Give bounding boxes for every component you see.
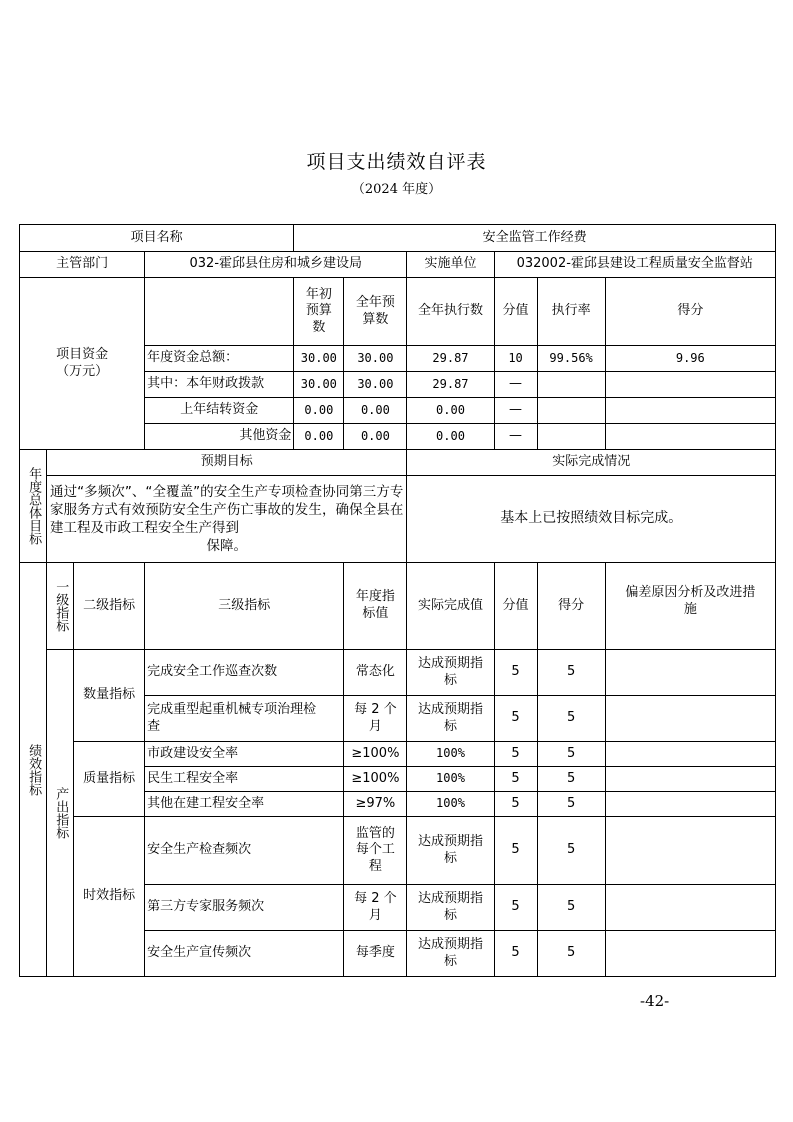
indicator-analysis (605, 650, 775, 696)
department-label: 主管部门 (20, 252, 145, 278)
indicator-score: 5 (537, 696, 605, 742)
funds-score (605, 424, 775, 450)
indicator-score-value: 5 (494, 650, 537, 696)
funds-col-executed: 全年执行数 (407, 278, 494, 346)
project-name-row (20, 225, 776, 252)
indicator-name: 民生工程安全率 (145, 767, 344, 792)
indicator-analysis (605, 792, 775, 817)
deviation-analysis-header: 偏差原因分析及改进措 施 (605, 563, 775, 650)
level1-output-label (47, 650, 74, 977)
funds-row-label: 上年结转资金 (145, 398, 294, 424)
funds-rate (537, 398, 605, 424)
funds-rate (537, 424, 605, 450)
funds-score (605, 398, 775, 424)
target-header: 年度指 标值 (344, 563, 407, 650)
indicator-name: 完成重型起重机械专项治理检 查 (145, 696, 344, 742)
score-header: 得分 (537, 563, 605, 650)
funds-initial: 0.00 (294, 424, 344, 450)
indicator-name: 完成安全工作巡查次数 (145, 650, 344, 696)
actual-completion-header: 实际完成情况 (407, 450, 776, 476)
funds-score-value: — (494, 424, 537, 450)
score-value-header: 分值 (494, 563, 537, 650)
funds-annual: 0.00 (344, 398, 407, 424)
funds-col-rate: 执行率 (537, 278, 605, 346)
level1-header (47, 563, 74, 650)
funds-header-row (20, 278, 776, 346)
funds-label: 项目资金 （万元） (20, 278, 145, 450)
indicator-actual: 达成预期指 标 (407, 817, 494, 885)
performance-indicators-side-text: 绩效指标 (26, 743, 42, 796)
page-title: 项目支出绩效自评表 (306, 151, 487, 173)
funds-row-label: 其他资金 (145, 424, 294, 450)
expected-goal-end: 保障。 (206, 538, 247, 555)
project-name-label: 项目名称 (20, 225, 294, 252)
funds-col-score: 得分 (605, 278, 775, 346)
level2-quality: 质量指标 (74, 742, 145, 817)
funds-executed: 29.87 (407, 346, 494, 372)
performance-indicators-side-label (20, 563, 47, 977)
evaluation-table (19, 224, 776, 977)
expected-goal-body: 通过“多频次”、“全覆盖”的安全生产专项检查协同第三方专家服务方式有效预防安全生产伤亡事故的发生，确保全县在建工程及市政工程安全生产得到 (50, 483, 404, 536)
department-row (20, 252, 776, 278)
indicator-score-value: 5 (494, 767, 537, 792)
indicator-target: 每 2 个 月 (344, 696, 407, 742)
funds-executed: 0.00 (407, 424, 494, 450)
indicator-score: 5 (537, 650, 605, 696)
funds-col-annual-budget: 全年预 算数 (344, 278, 407, 346)
indicator-analysis (605, 931, 775, 977)
actual-completion-text: 基本上已按照绩效目标完成。 (407, 476, 776, 563)
level3-header: 三级指标 (145, 563, 344, 650)
indicator-name: 安全生产检查频次 (145, 817, 344, 885)
indicator-row (20, 817, 776, 885)
indicator-analysis (605, 742, 775, 767)
funds-executed: 0.00 (407, 398, 494, 424)
annual-goal-side-label (20, 450, 47, 563)
level1-output-text: 产出指标 (53, 787, 69, 839)
expected-goal-header: 预期目标 (47, 450, 407, 476)
level2-timeliness: 时效指标 (74, 817, 145, 977)
implementing-unit-label: 实施单位 (407, 252, 494, 278)
funds-annual: 30.00 (344, 346, 407, 372)
indicator-name: 第三方专家服务频次 (145, 885, 344, 931)
indicator-score-value: 5 (494, 792, 537, 817)
indicator-score: 5 (537, 885, 605, 931)
project-name-value: 安全监管工作经费 (294, 225, 776, 252)
indicator-target: 每 2 个 月 (344, 885, 407, 931)
indicator-score-value: 5 (494, 742, 537, 767)
indicator-score-value: 5 (494, 696, 537, 742)
level2-quantity: 数量指标 (74, 650, 145, 742)
indicator-actual: 100% (407, 767, 494, 792)
funds-col-initial-budget: 年初 预算 数 (294, 278, 344, 346)
indicator-analysis (605, 767, 775, 792)
funds-row-label: 年度资金总额： (145, 346, 294, 372)
indicator-target: 每季度 (344, 931, 407, 977)
level2-header: 二级指标 (74, 563, 145, 650)
indicator-name: 其他在建工程安全率 (145, 792, 344, 817)
goals-content-row (20, 476, 776, 563)
indicator-score-value: 5 (494, 885, 537, 931)
page-subtitle-year: （2024 年度） (351, 182, 442, 197)
annual-goal-side-text: 年度总体目标 (26, 467, 42, 545)
indicator-target: ≥100% (344, 742, 407, 767)
indicator-score: 5 (537, 767, 605, 792)
funds-score-value: — (494, 398, 537, 424)
indicator-score: 5 (537, 817, 605, 885)
indicator-actual: 达成预期指 标 (407, 931, 494, 977)
funds-rate (537, 372, 605, 398)
funds-executed: 29.87 (407, 372, 494, 398)
funds-initial: 0.00 (294, 398, 344, 424)
indicator-score: 5 (537, 931, 605, 977)
indicator-target: 常态化 (344, 650, 407, 696)
indicator-actual: 达成预期指 标 (407, 696, 494, 742)
indicator-analysis (605, 696, 775, 742)
indicator-score: 5 (537, 742, 605, 767)
funds-initial: 30.00 (294, 372, 344, 398)
indicator-row (20, 742, 776, 767)
indicator-target: ≥97% (344, 792, 407, 817)
funds-header-blank (145, 278, 294, 346)
department-value: 032-霍邱县住房和城乡建设局 (145, 252, 407, 278)
indicator-row (20, 650, 776, 696)
actual-value-header: 实际完成值 (407, 563, 494, 650)
indicator-name: 安全生产宣传频次 (145, 931, 344, 977)
funds-col-score-value: 分值 (494, 278, 537, 346)
indicators-header-row (20, 563, 776, 650)
indicator-score: 5 (537, 792, 605, 817)
funds-score-value: 10 (494, 346, 537, 372)
funds-row-label: 其中：本年财政拨款 (145, 372, 294, 398)
indicator-analysis (605, 817, 775, 885)
page-number: -42- (640, 992, 670, 1010)
implementing-unit-value: 032002-霍邱县建设工程质量安全监督站 (494, 252, 775, 278)
indicator-target: 监管的 每个工 程 (344, 817, 407, 885)
funds-score (605, 372, 775, 398)
indicator-analysis (605, 885, 775, 931)
indicator-actual: 达成预期指 标 (407, 885, 494, 931)
indicator-actual: 100% (407, 792, 494, 817)
level1-header-text: 一级指标 (53, 580, 69, 632)
indicator-target: ≥100% (344, 767, 407, 792)
indicator-actual: 达成预期指 标 (407, 650, 494, 696)
indicator-actual: 100% (407, 742, 494, 767)
goals-header-row (20, 450, 776, 476)
expected-goal-text (47, 476, 407, 563)
funds-score-value: — (494, 372, 537, 398)
funds-initial: 30.00 (294, 346, 344, 372)
funds-rate: 99.56% (537, 346, 605, 372)
funds-annual: 30.00 (344, 372, 407, 398)
indicator-name: 市政建设安全率 (145, 742, 344, 767)
indicator-score-value: 5 (494, 931, 537, 977)
funds-annual: 0.00 (344, 424, 407, 450)
indicator-score-value: 5 (494, 817, 537, 885)
funds-score: 9.96 (605, 346, 775, 372)
